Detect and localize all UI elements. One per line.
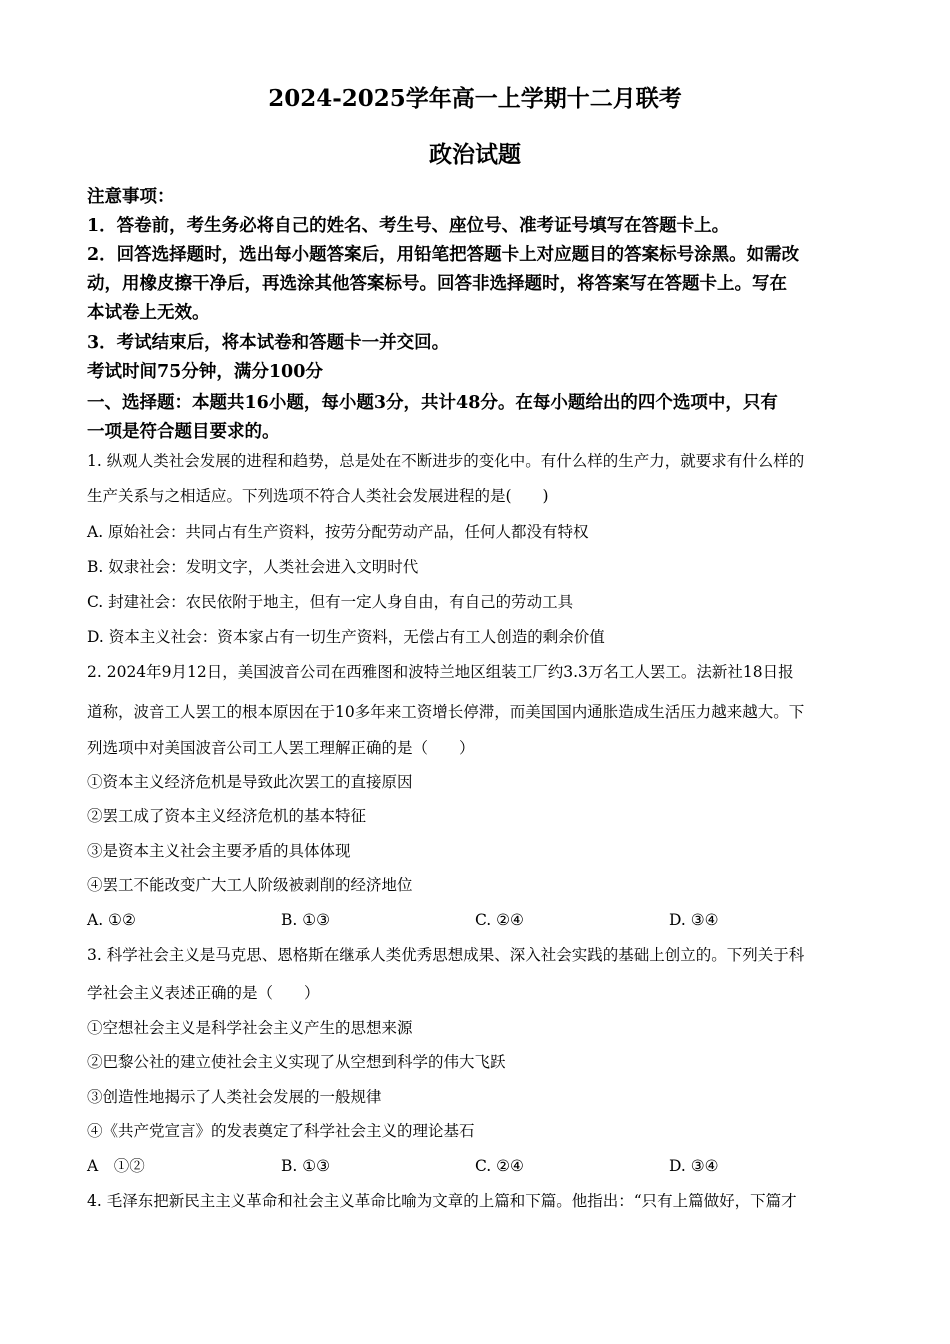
q1-option-a: A. 原始社会：共同占有生产资料，按劳分配劳动产品，任何人都没有特权: [87, 523, 589, 541]
q3-option-c: C. ②④: [475, 1157, 524, 1175]
q1-option-b: B. 奴隶社会：发明文字，人类社会进入文明时代: [87, 558, 419, 576]
q3-option-a: A ①②: [87, 1157, 145, 1175]
q3-option-b: B. ①③: [281, 1157, 331, 1175]
notice-item-1: 1．答卷前，考生务必将自己的姓名、考生号、座位号、准考证号填写在答题卡上。: [87, 216, 730, 236]
q2-stem-line-1: 2. 2024年9月12日，美国波音公司在西雅图和波特兰地区组装工厂约3.3万名工人罢工。法新社18日报: [87, 663, 794, 681]
section-1-heading-line-2: 一项是符合题目要求的。: [87, 422, 280, 442]
q2-statement-4: ④罢工不能改变广大工人阶级被剥削的经济地位: [87, 876, 413, 894]
q1-option-d: D. 资本主义社会：资本家占有一切生产资料，无偿占有工人创造的剩余价值: [87, 628, 605, 646]
exam-subject-title: 政治试题: [429, 141, 521, 168]
notice-item-2-line-3: 本试卷上无效。: [87, 303, 210, 323]
exam-time-info: 考试时间75分钟，满分100分: [87, 362, 323, 382]
q3-stem-line-1: 3. 科学社会主义是马克思、恩格斯在继承人类优秀思想成果、深入社会实践的基础上创立的。下列关于科: [87, 946, 805, 964]
q2-statement-3: ③是资本主义社会主要矛盾的具体体现: [87, 842, 351, 860]
section-1-heading-line-1: 一、选择题：本题共16小题，每小题3分，共计48分。在每小题给出的四个选项中，只有: [87, 393, 778, 413]
q2-stem-line-2: 道称，波音工人罢工的根本原因在于10多年来工资增长停滞，而美国国内通胀造成生活压力越来越大。下: [87, 703, 805, 721]
notice-item-2-line-2: 动，用橡皮擦干净后，再选涂其他答案标号。回答非选择题时，将答案写在答题卡上。写在: [87, 274, 787, 294]
q2-statement-2: ②罢工成了资本主义经济危机的基本特征: [87, 807, 367, 825]
q1-stem-line-2: 生产关系与之相适应。下列选项不符合人类社会发展进程的是( ): [87, 487, 549, 505]
q1-stem-line-1: 1. 纵观人类社会发展的进程和趋势，总是处在不断进步的变化中。有什么样的生产力，就要求有什么样的: [87, 452, 805, 470]
q2-option-a: A. ①②: [87, 911, 136, 929]
q3-statement-3: ③创造性地揭示了人类社会发展的一般规律: [87, 1088, 382, 1106]
q2-option-c: C. ②④: [475, 911, 524, 929]
q2-stem-line-3: 列选项中对美国波音公司工人罢工理解正确的是（ ）: [87, 739, 475, 757]
q3-stem-line-2: 学社会主义表述正确的是（ ）: [87, 984, 320, 1002]
q3-statement-1: ①空想社会主义是科学社会主义产生的思想来源: [87, 1019, 413, 1037]
exam-title: 2024-2025学年高一上学期十二月联考: [268, 85, 682, 112]
q4-stem-line-1: 4. 毛泽东把新民主主义革命和社会主义革命比喻为文章的上篇和下篇。他指出：“只有上篇做好，下篇才: [87, 1192, 797, 1210]
q2-option-d: D. ③④: [669, 911, 719, 929]
notice-heading: 注意事项：: [87, 187, 175, 207]
q3-statement-4: ④《共产党宣言》的发表奠定了科学社会主义的理论基石: [87, 1122, 475, 1140]
q2-option-b: B. ①③: [281, 911, 331, 929]
notice-item-3: 3．考试结束后，将本试卷和答题卡一并交回。: [87, 333, 450, 353]
q1-option-c: C. 封建社会：农民依附于地主，但有一定人身自由，有自己的劳动工具: [87, 593, 574, 611]
q3-statement-2: ②巴黎公社的建立使社会主义实现了从空想到科学的伟大飞跃: [87, 1053, 506, 1071]
q2-statement-1: ①资本主义经济危机是导致此次罢工的直接原因: [87, 773, 413, 791]
q3-option-d: D. ③④: [669, 1157, 719, 1175]
notice-item-2-line-1: 2．回答选择题时，选出每小题答案后，用铅笔把答题卡上对应题目的答案标号涂黑。如需改: [87, 245, 800, 265]
